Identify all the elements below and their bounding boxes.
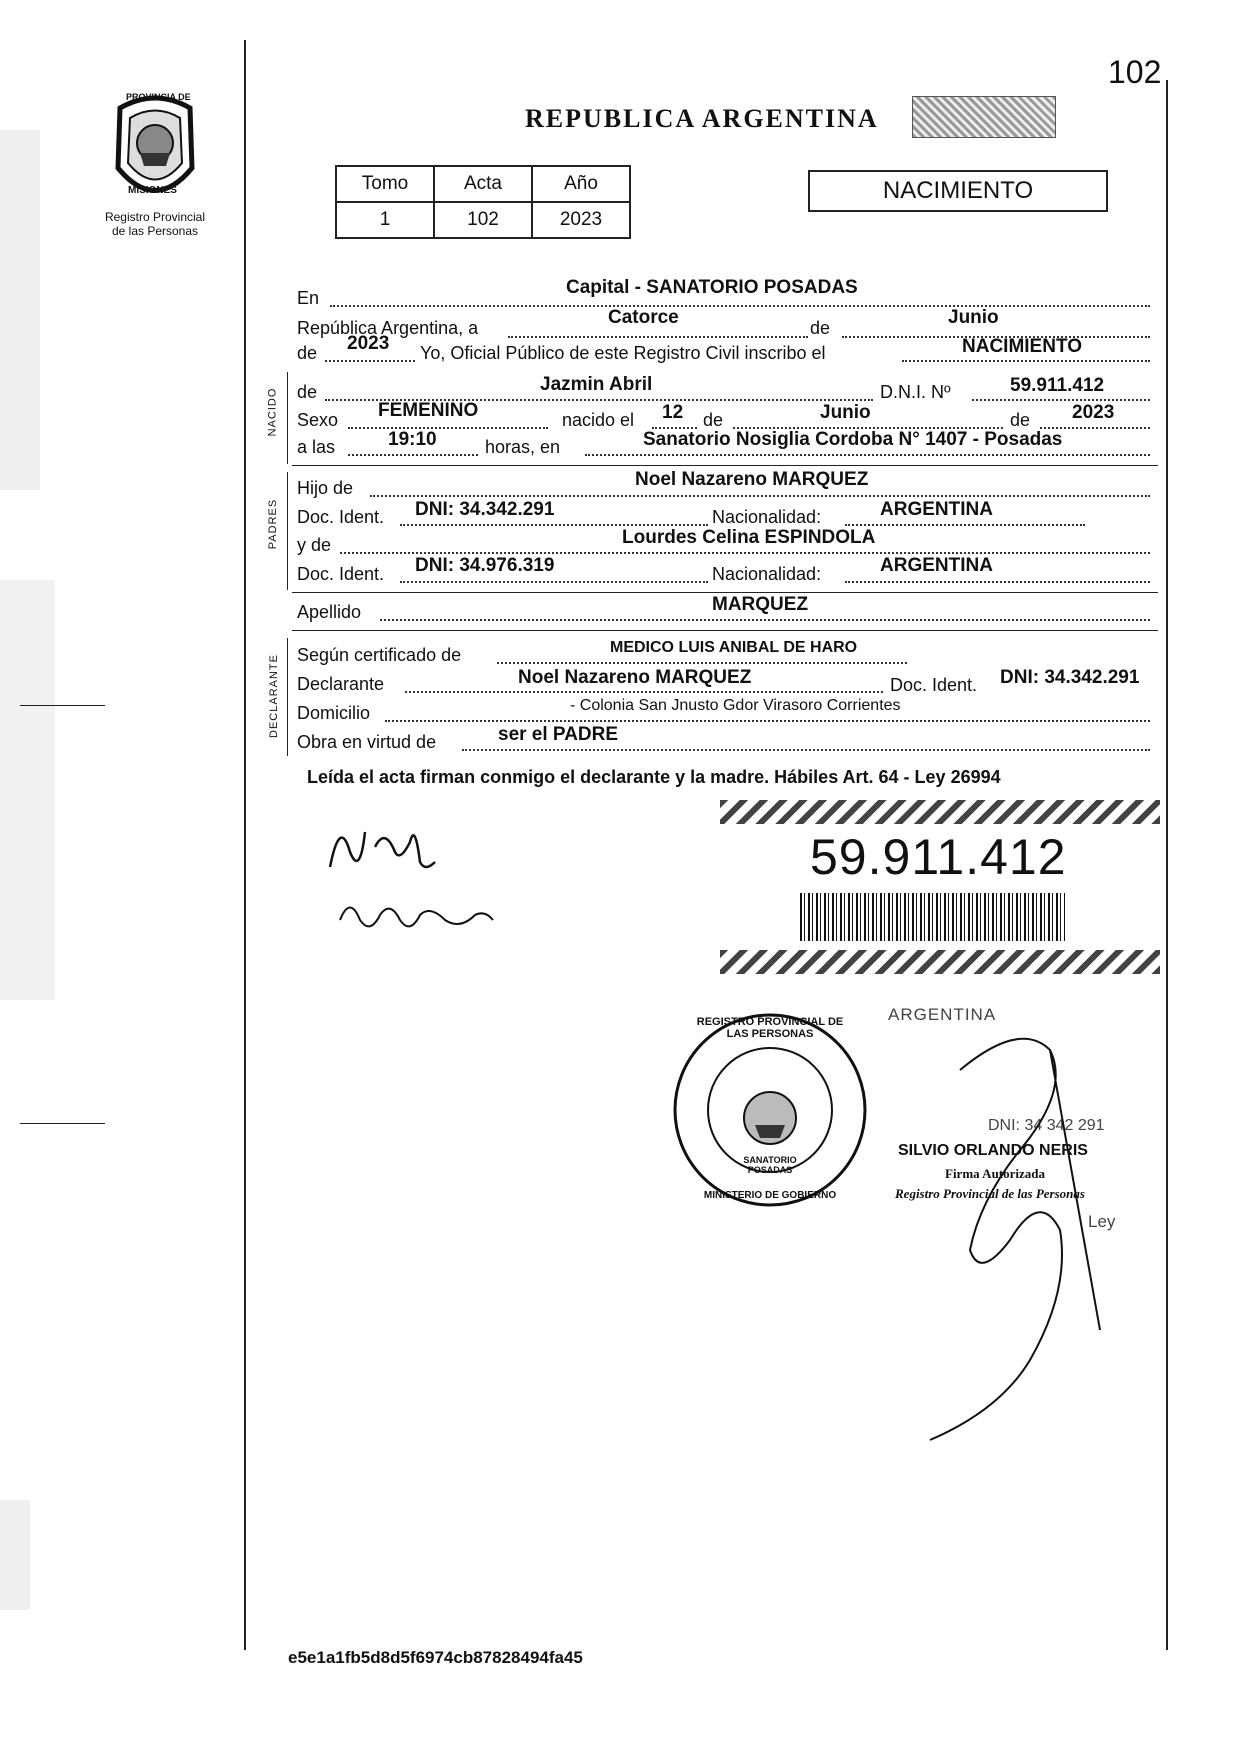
document-hash: e5e1a1fb5d8d5f6974cb87828494fa45 [288, 1648, 583, 1667]
anio-value: 2023 [532, 202, 630, 238]
mes-value: Junio [948, 307, 999, 328]
dots [348, 427, 548, 429]
domicilio-label: Domicilio [297, 703, 371, 723]
padre-doc-value: DNI: 34.342.291 [415, 499, 555, 520]
sexo-label: Sexo [297, 410, 339, 430]
dots [400, 524, 708, 526]
dots [370, 495, 1150, 497]
de-label: de [810, 318, 831, 338]
declarante-section-label: DECLARANTE [267, 654, 280, 738]
oficial-signature [900, 1030, 1120, 1455]
nacido-el-label: nacido el [562, 410, 635, 430]
declarante-doc-value: DNI: 34.342.291 [1000, 667, 1140, 688]
sexo-value: FEMENINO [378, 400, 479, 421]
registro-provincial-text: Registro Provincial de las Personas [895, 1186, 1085, 1201]
logo-text-bottom: MISIONES [128, 185, 177, 196]
scan-edge-line [20, 705, 105, 706]
dots [902, 360, 1150, 362]
document-type: NACIMIENTO [882, 177, 1034, 204]
padres-section-label: PADRES [267, 498, 280, 550]
scan-edge-noise [0, 1500, 30, 1610]
acta-header: Acta [434, 166, 532, 202]
oficial-name: SILVIO ORLANDO NERIS [898, 1142, 1088, 1159]
registry-name: Registro Provincial de las Personas [104, 210, 206, 238]
firma-autorizada: Firma Autorizada [945, 1166, 1046, 1181]
dots [585, 454, 1150, 456]
madre-doc-label: Doc. Ident. [297, 564, 385, 584]
dots [330, 305, 1150, 307]
section-divider [292, 465, 1158, 466]
page-number: 102 [1108, 54, 1162, 90]
left-margin-line [244, 40, 246, 1650]
nacido-de-label-3: de [1010, 410, 1031, 430]
nacido-dia-value: 12 [662, 402, 684, 423]
en-value: Capital - SANATORIO POSADAS [566, 277, 858, 298]
declarante-value: Noel Nazareno MARQUEZ [518, 667, 752, 688]
tomo-value: 1 [336, 202, 434, 238]
dia-value: Catorce [608, 307, 679, 328]
inscribo-label: Yo, Oficial Público de este Registro Civil inscribo el [420, 343, 826, 363]
sticker-barcode [800, 893, 1065, 941]
section-divider [292, 592, 1158, 593]
declarante-signature [320, 812, 440, 887]
dots [508, 336, 808, 338]
tomo-header: Tomo [336, 166, 434, 202]
scan-edge-noise [0, 580, 55, 1000]
scan-edge-line [20, 1123, 105, 1124]
declarante-label: Declarante [297, 674, 385, 694]
padre-nac-value: ARGENTINA [880, 499, 993, 520]
official-seal [670, 1010, 870, 1210]
nacido-section-label: NACIDO [266, 387, 279, 437]
hijo-de-label: Hijo de [297, 478, 354, 498]
padres-bracket [287, 472, 288, 590]
dots [845, 524, 1085, 526]
madre-nac-value: ARGENTINA [880, 555, 993, 576]
dots [405, 691, 883, 693]
a-las-label: a las [297, 437, 336, 457]
right-margin-line [1166, 80, 1168, 1650]
obra-value: ser el PADRE [498, 724, 619, 745]
domicilio-value: - Colonia San Jnusto Gdor Virasoro Corrientes [570, 697, 901, 714]
dots [400, 581, 708, 583]
dots [325, 360, 415, 362]
dots [845, 581, 1150, 583]
section-divider [292, 630, 1158, 631]
hora-value: 19:10 [388, 429, 437, 450]
scan-edge-noise [0, 130, 40, 490]
de-label-2: de [297, 343, 318, 363]
record-table [335, 165, 631, 239]
padre-value: Noel Nazareno MARQUEZ [635, 469, 869, 490]
padre-nac-label: Nacionalidad: [712, 507, 822, 527]
dots [972, 399, 1150, 401]
acta-value: 102 [434, 202, 532, 238]
apellido-label: Apellido [297, 602, 362, 622]
sticker-dni: 59.911.412 [810, 829, 1067, 885]
inscribo-value: NACIMIENTO [962, 336, 1082, 357]
seal-bottom-text: MINISTERIO DE GOBIERNO [703, 1190, 837, 1201]
dots [385, 720, 1150, 722]
padre-doc-label: Doc. Ident. [297, 507, 385, 527]
sticker-pattern-bottom [720, 950, 1160, 974]
dots [497, 662, 907, 664]
nacido-de-label-2: de [703, 410, 724, 430]
lugar-value: Sanatorio Nosiglia Cordoba N° 1407 - Posadas [643, 429, 1063, 450]
anio-acta-value: 2023 [347, 333, 390, 354]
obra-label: Obra en virtud de [297, 732, 437, 752]
apellido-value: MARQUEZ [712, 594, 809, 615]
dots [348, 454, 478, 456]
document-type-box [808, 170, 1108, 212]
nacido-bracket [287, 372, 288, 464]
madre-doc-value: DNI: 34.976.319 [415, 555, 555, 576]
certificado-value: MEDICO LUIS ANIBAL DE HARO [610, 639, 858, 656]
dni-value: 59.911.412 [1010, 375, 1105, 396]
dni-label: D.N.I. Nº [880, 382, 951, 402]
certificado-label: Según certificado de [297, 645, 462, 665]
seal-outer-text: REGISTRO PROVINCIAL DE LAS PERSONAS [696, 1016, 844, 1040]
country-title: REPUBLICA ARGENTINA [525, 104, 879, 133]
declarante-bracket [287, 638, 288, 756]
logo-text-top: PROVINCIA DE [126, 92, 191, 102]
republica-label: República Argentina, a [297, 318, 479, 338]
horas-en-label: horas, en [485, 437, 561, 457]
declarante-doc-label: Doc. Ident. [890, 675, 978, 695]
dots [380, 619, 1150, 621]
leida-text: Leída el acta firman conmigo el declarante y la madre. Hábiles Art. 64 - Ley 26994 [307, 767, 1001, 787]
seal-inner-text: SANATORIO POSADAS [743, 1155, 797, 1175]
dots [462, 749, 1150, 751]
madre-nac-label: Nacionalidad: [712, 564, 822, 584]
sticker-pattern-top [720, 800, 1160, 824]
en-label: En [297, 288, 320, 308]
dots [340, 552, 1150, 554]
faded-ley: Ley [1088, 1212, 1116, 1231]
y-de-label: y de [297, 535, 332, 555]
nacido-anio-value: 2023 [1072, 402, 1115, 423]
madre-signature [335, 890, 495, 945]
security-stamp [912, 96, 1056, 138]
nombre-value: Jazmin Abril [540, 374, 653, 395]
madre-value: Lourdes Celina ESPINDOLA [622, 527, 876, 548]
nacido-de-label: de [297, 382, 318, 402]
anio-header: Año [532, 166, 630, 202]
faded-dni: DNI: 34 342 291 [988, 1117, 1105, 1134]
faded-argentina: ARGENTINA [888, 1005, 997, 1024]
nacido-mes-value: Junio [820, 402, 871, 423]
